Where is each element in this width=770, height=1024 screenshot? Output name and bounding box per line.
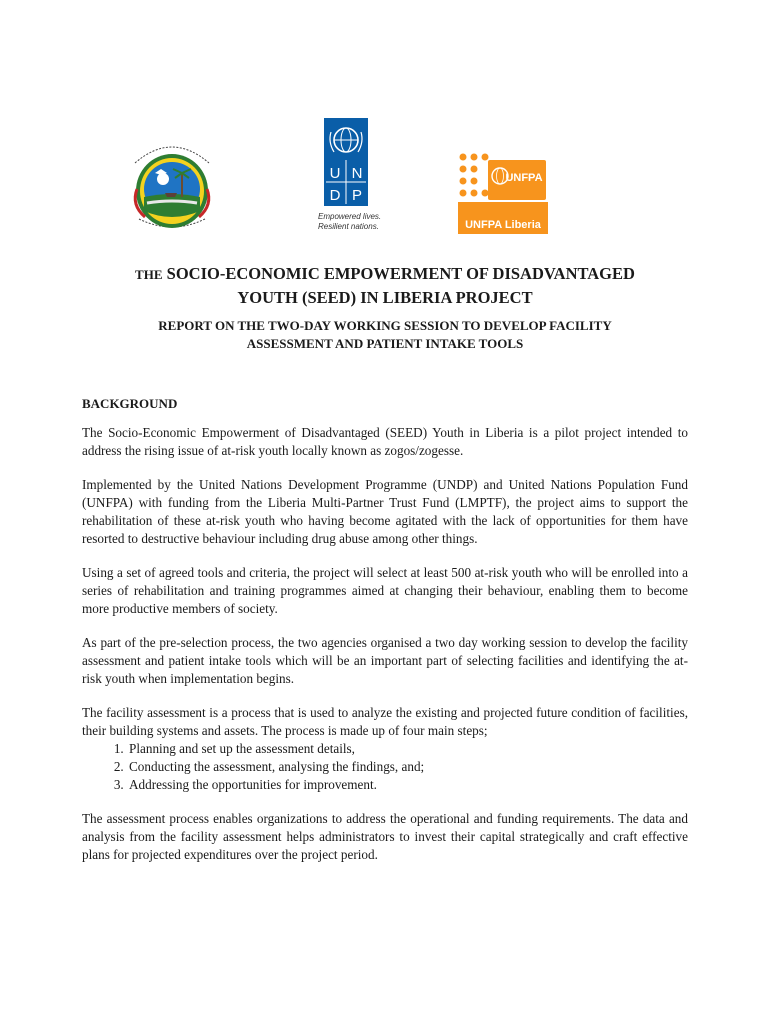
title-line-1: [60, 262, 710, 286]
paragraph: The assessment process enables organizations to address the operational and funding requirements. The data and analysis from the facility assessment helps administrators to invest their capital strategically and craft effective plans for projected expenditures over the project period.: [82, 811, 688, 862]
logo-bar: [0, 0, 770, 240]
unfpa-caption: UNFPA Liberia: [465, 219, 541, 231]
liberia-seal-logo: [125, 133, 220, 233]
title-line-1-text: SOCIO-ECONOMIC EMPOWERMENT OF DISADVANTAGED: [166, 264, 635, 283]
undp-letter-p: P: [351, 187, 363, 204]
undp-letter-u: U: [329, 165, 341, 182]
subtitle-line-1: REPORT ON THE TWO-DAY WORKING SESSION TO DEVELOP FACILITY: [158, 318, 612, 333]
paragraph: Using a set of agreed tools and criteria, the project will select at least 500 at-risk youth who will be enrolled into a series of rehabilitation and training programmes aimed at changing their behaviour, enabling them to become more productive members of society.: [82, 565, 688, 616]
undp-letter-n: N: [351, 165, 363, 182]
undp-tagline-line1: Empowered lives.: [318, 212, 382, 221]
background-section: [82, 395, 688, 880]
list-item: 2. Conducting the assessment, analysing the findings, and;: [127, 758, 688, 776]
undp-emblem-icon: [318, 118, 378, 208]
unfpa-wordmark: UNFPA: [505, 172, 543, 184]
undp-logo: [318, 118, 382, 236]
paragraph: The facility assessment is a process that is used to analyze the existing and projected future condition of facilities, their building systems and assets. The process is made up of four main steps;: [82, 705, 688, 738]
report-title: [60, 262, 710, 309]
paragraph: The Socio-Economic Empowerment of Disadvantaged (SEED) Youth in Liberia is a pilot project intended to address the rising issue of at-risk youth locally known as zogos/zogesse.: [82, 425, 688, 458]
paragraph: Implemented by the United Nations Development Programme (UNDP) and United Nations Population Fund (UNFPA) with funding from the Liberia Multi-Partner Trust Fund (LMPTF), the project aims to support the rehabilitation of these at-risk youth who having become agitated with the lack of opportunities for them have resorted to destructive behaviour including drug abuse among other things.: [82, 477, 688, 546]
assessment-steps-list: [82, 740, 688, 794]
list-item: 3. Addressing the opportunities for improvement.: [127, 776, 688, 794]
report-subtitle: [60, 317, 710, 353]
title-line-2: YOUTH (SEED) IN LIBERIA PROJECT: [237, 288, 533, 307]
unfpa-emblem-icon: [458, 152, 548, 234]
undp-tagline: [318, 212, 384, 232]
title-prefix: THE: [135, 267, 163, 282]
section-heading: BACKGROUND: [82, 396, 178, 411]
liberia-national-seal-icon: [125, 133, 220, 233]
unfpa-logo: [458, 152, 548, 234]
undp-letter-d: D: [329, 187, 341, 204]
list-item: 1. Planning and set up the assessment details,: [127, 740, 688, 758]
paragraph: As part of the pre-selection process, the two agencies organised a two day working session to develop the facility assessment and patient intake tools which will be an important part of selecting facilities and identifying the at-risk youth when implementation begins.: [82, 635, 688, 686]
undp-tagline-line2: Resilient nations.: [318, 222, 379, 231]
subtitle-line-2: ASSESSMENT AND PATIENT INTAKE TOOLS: [246, 336, 524, 351]
